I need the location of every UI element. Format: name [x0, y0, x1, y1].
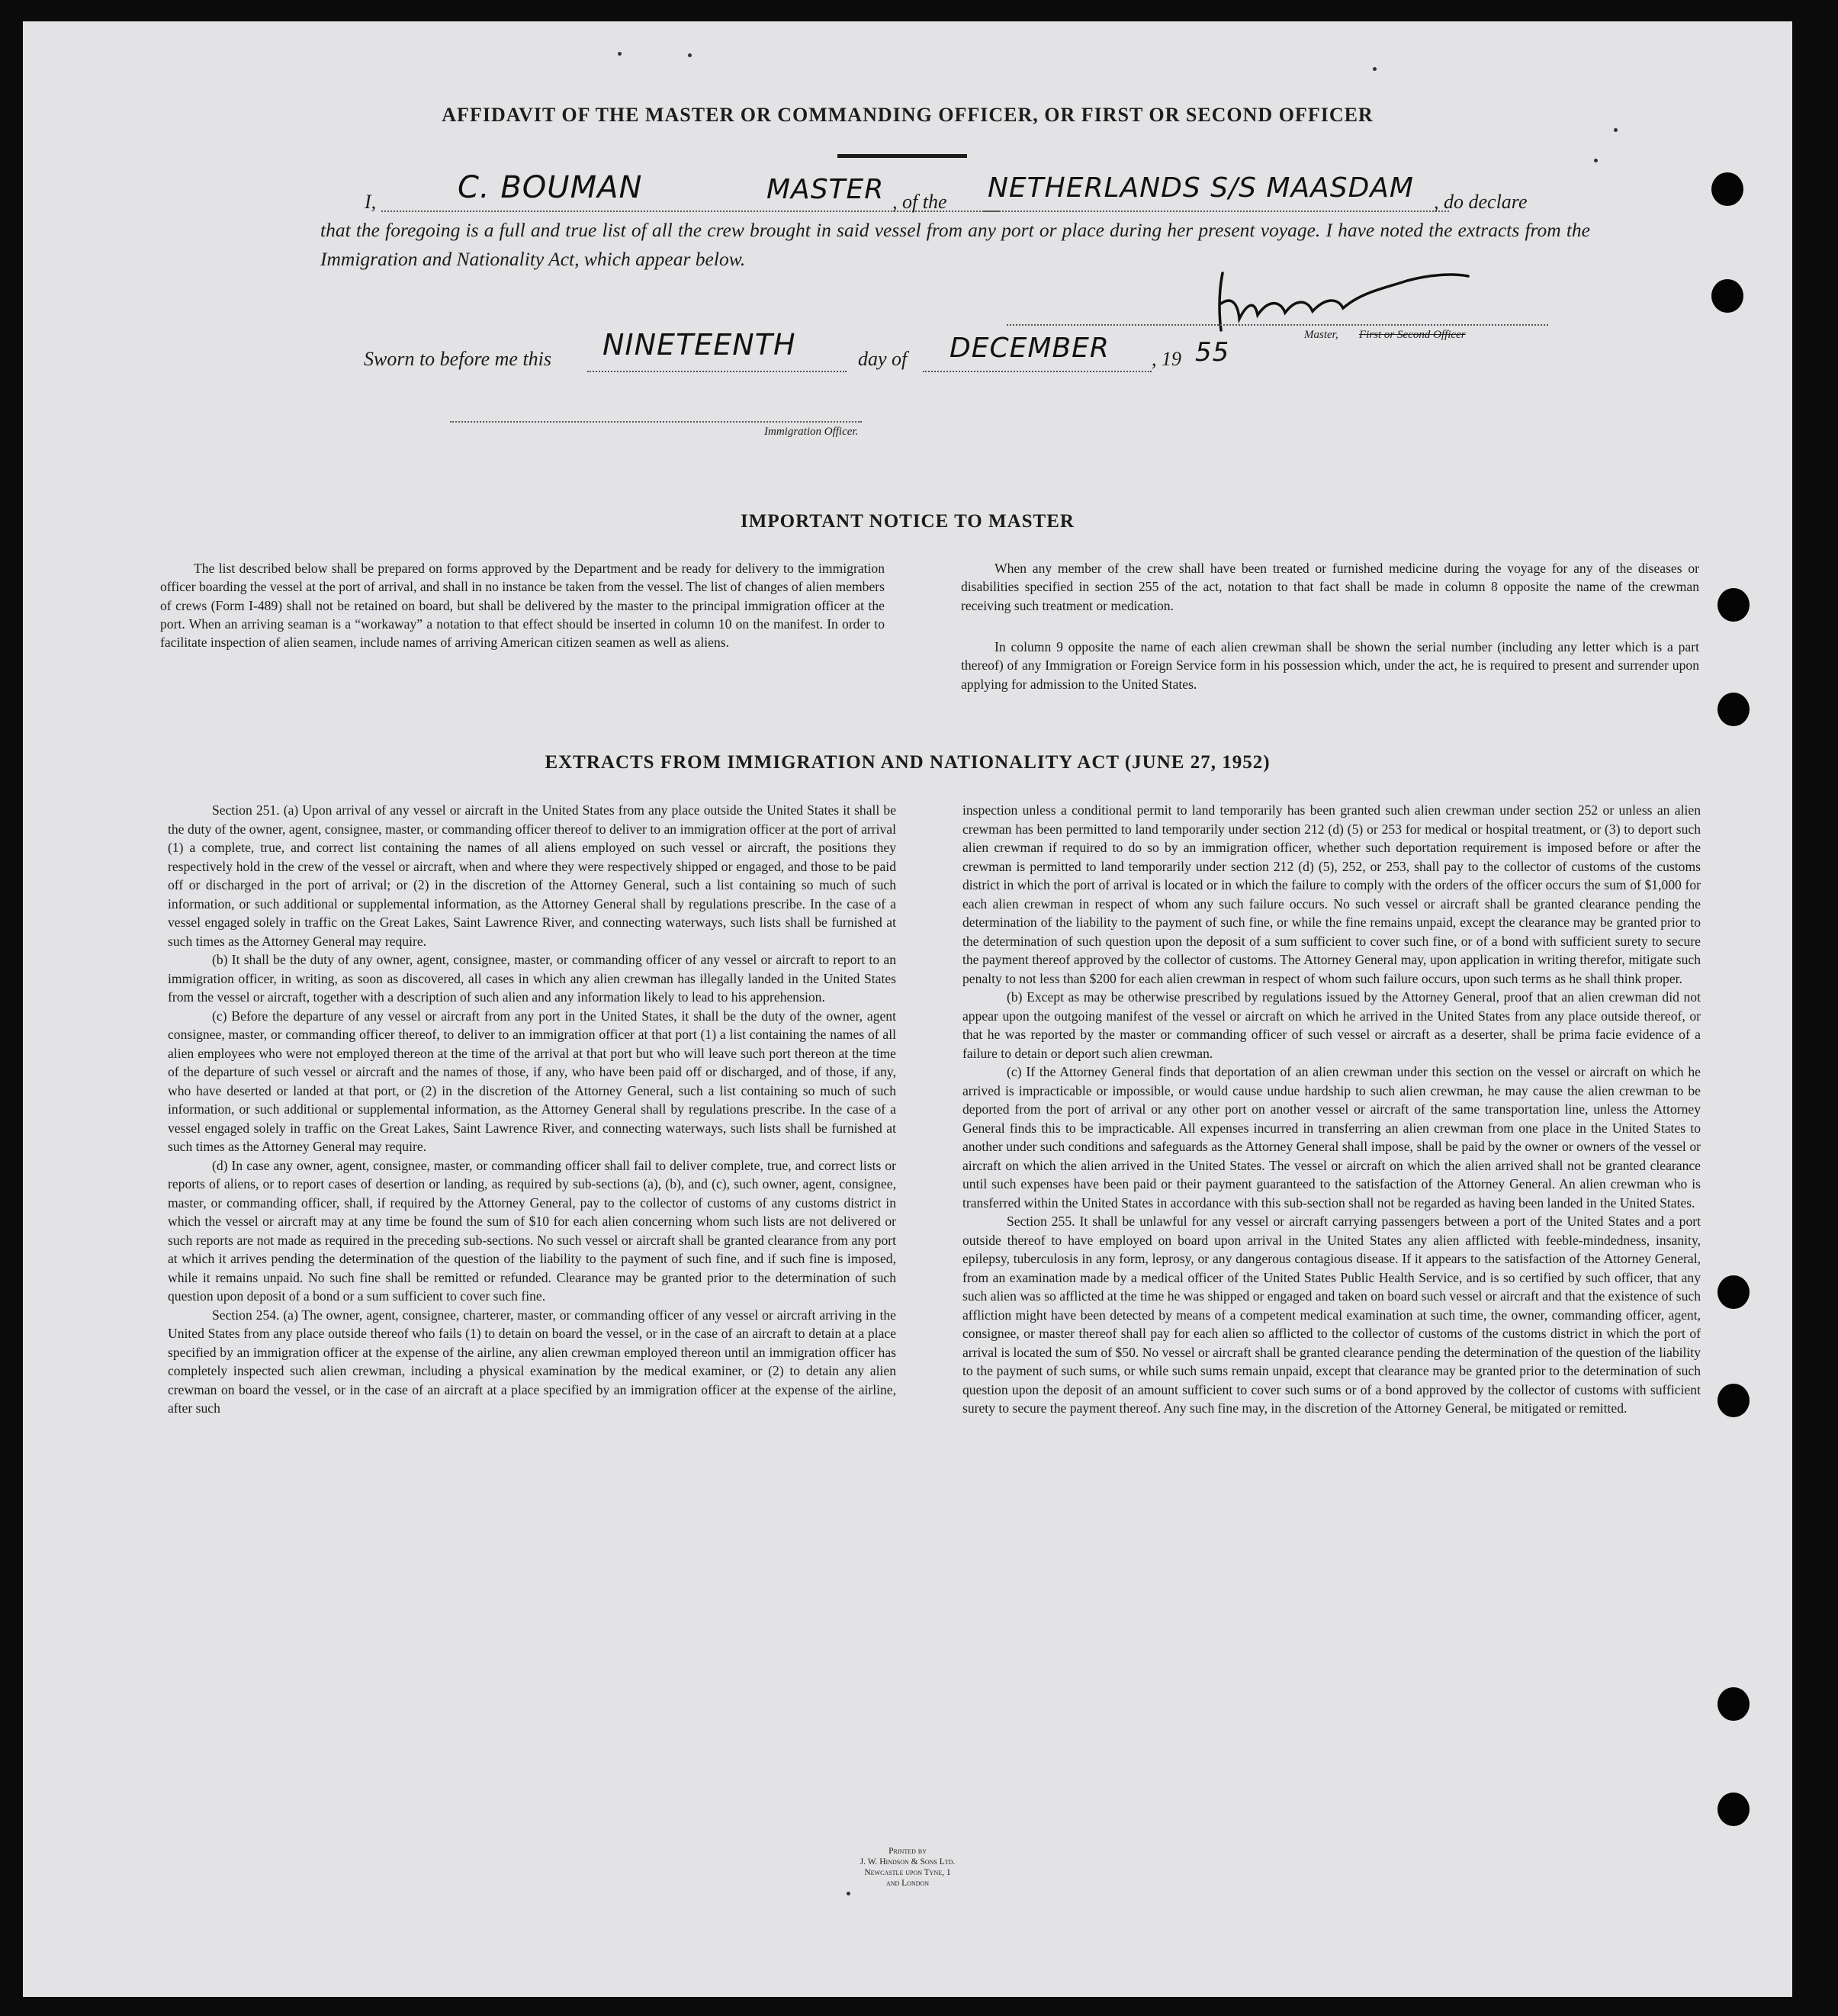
- printer-line-2: J. W. Hindson & Sons Ltd.: [860, 1857, 956, 1866]
- punch-hole: [1718, 1687, 1750, 1721]
- affidavit-page: [23, 21, 1792, 1997]
- notice-left-text: The list described below shall be prepared on forms approved by the Department and be ready for delivery to the immigration officer boarding the vessel at the port of arrival, and shall in no instance be taken from the vessel. The list of changes of alien members of crews (Form I-489) shall not be retained on board, but shall be delivered by the master to the principal immigration officer at the port. When an arriving seaman is a “workaway” a notation to that effect should be inserted in column 10 on the manifest. In order to facilitate inspection of alien seamen, include names of arriving American citizen seamen as well as aliens.: [160, 561, 885, 651]
- section-251c: (c) Before the departure of any vessel or aircraft from any port in the United States, it shall be the duty of the owner, agent consignee, master, or commanding officer thereof, to deliver to an immigration officer at that port (1) a list containing the names of all alien employees who were not employed thereon at the time of the arrival at that port but who will leave such port thereon at the time of the departure of such vessel or aircraft and the names of those, if any, who have been paid off or discharged, and of those, if any, who have deserted or landed at that port, or (2) in the discretion of the Attorney General, such a list containing so much of such information, or such additional or supplemental information, as the Attorney General shall by regulations prescribe. In the case of a vessel engaged solely in traffic on the Great Lakes, Saint Lawrence River, and connecting waterways, such lists shall be furnished at such times as the Attorney General may require.: [168, 1008, 896, 1154]
- sworn-label: Sworn to before me this: [364, 348, 552, 370]
- section-251a: Section 251. (a) Upon arrival of any vessel or aircraft in the United States from any place outside the United States it shall be the duty of the owner, agent, consignee, master, or commanding officer thereof to deliver to an immigration officer at the port of arrival (1) a complete, true, and correct list containing the names of all aliens employed on such vessel or aircraft, the positions they respectively hold in the crew of the vessel or aircraft, when and where they were respectively shipped or engaged, and those to be paid off or discharged in the port of arrival; or (2) in the discretion of the Attorney General, such a list containing so much of such information, or such additional or supplemental information, as the Attorney General shall by regulations prescribe. In the case of a vessel engaged solely in traffic on the Great Lakes, Saint Lawrence River, and connecting waterways, such lists shall be furnished at such times as the Attorney General may require.: [168, 802, 896, 949]
- notice-title: IMPORTANT NOTICE TO MASTER: [741, 511, 1075, 532]
- master-signature: [1201, 250, 1483, 342]
- of-the-label: , of the: [892, 191, 947, 213]
- day-of-label: day of: [858, 348, 908, 370]
- section-251d: (d) In case any owner, agent, consignee, master, or commanding officer shall fail to deliver complete, true, and correct lists or reports of aliens, or to report cases of desertion or landing, as required by sub-sections (a), (b), and (c), such owner, agent, consignee, master, or commanding officer, shall, if required by the Attorney General, pay to the collector of customs of any customs district in which the vessel or aircraft may at any time be found the sum of $10 for each alien concerning whom such lists are not delivered or such reports are not made as required in the preceding sub-sections. No such vessel or aircraft shall be granted clearance from any port at which it arrives pending the determination of the question of the liability to the payment of such fine, and if such fine is imposed, while it remains unpaid. No such fine shall be remitted or refunded. Clearance may be granted prior to the determination of such question upon deposit of a bond or a sum sufficient to cover such fine.: [168, 1157, 896, 1304]
- printer-imprint: [23, 1846, 1792, 1889]
- vessel-dotted-line: [984, 211, 1449, 212]
- section-254a: Section 254. (a) The owner, agent, consignee, charterer, master, or commanding officer of any vessel or aircraft arriving in the United States from any place outside thereof who fails (1) to detain on board the vessel, or in the case of an aircraft to detain at a place specified by an immigration officer at the expense of the airline, any alien crewman employed thereon until an immigration officer has completely inspected such alien crewman, including a physical examination by the medical examiner, or (2) to detain any alien crewman on board the vessel, or in the case of an aircraft at a place specified by an immigration officer at the expense of the airline, after such: [168, 1307, 896, 1416]
- notice-right-p1: When any member of the crew shall have been treated or furnished medicine during the voyage for any of the diseases or disabilities specified in section 255 of the act, notation to that fact shall be made in column 8 opposite the name of the crewman receiving such treatment or medication.: [961, 561, 1699, 613]
- handwritten-day: NINETEENTH: [602, 328, 796, 362]
- immigration-officer-caption: Immigration Officer.: [764, 426, 859, 438]
- handwritten-name: C. BOUMAN: [458, 170, 643, 205]
- printer-line-4: and London: [885, 1879, 930, 1888]
- speck: [1614, 128, 1618, 132]
- affidavit-title: AFFIDAVIT OF THE MASTER OR COMMANDING OFFICER, OR FIRST OR SECOND OFFICER: [442, 104, 1374, 126]
- section-251b: (b) It shall be the duty of any owner, agent, consignee, master, or commanding officer of any vessel or aircraft to report to an immigration officer, in writing, as soon as discovered, all cases in which any alien crewman has illegally landed in the United States from the vessel or aircraft, together with a description of such alien and any information likely to lead to his apprehension.: [168, 952, 896, 1005]
- day-dotted-line: [587, 371, 847, 372]
- speck: [688, 53, 692, 57]
- year-prefix: , 19: [1152, 348, 1181, 370]
- punch-hole: [1718, 588, 1750, 622]
- do-declare-label: , do declare: [1434, 191, 1528, 213]
- i-label: I,: [365, 191, 377, 213]
- punch-hole: [1718, 1384, 1750, 1417]
- section-254b: (b) Except as may be otherwise prescribed by regulations issued by the Attorney General, proof that an alien crewman did not appear upon the outgoing manifest of the vessel or aircraft on which he arrived in the United States from any place outside thereof, or that he was reported by the master or commanding officer of such vessel or aircraft as a deserter, shall be prima facie evidence of a failure to detain or deport such alien crewman.: [962, 989, 1701, 1061]
- punch-hole: [1711, 279, 1743, 313]
- notice-right-p2: In column 9 opposite the name of each alien crewman shall be shown the serial number (including any letter which is a part thereof) of any Immigration or Foreign Service form in his possession which, under the act, he is required to present and surrender upon applying for admission to the United States.: [961, 639, 1699, 692]
- handwritten-vessel: NETHERLANDS S/S MAASDAM: [988, 172, 1414, 204]
- section-254c: (c) If the Attorney General finds that deportation of an alien crewman under this section on the vessel or aircraft on which he arrived is impracticable or impossible, or would cause undue hardship to such alien crewman, he may cause the alien crewman to be deported from the port of arrival or any other port on another vessel or aircraft of the same transportation line, unless the Attorney General finds this to be impracticable. All expenses incurred in transferring an alien crewman from one place in the United States to another under such conditions and safeguards as the Attorney General shall impose, shall be paid by the owner or owners of the vessel or aircraft on which the alien arrived in the United States. The vessel or aircraft on which the alien arrived shall not be granted clearance until such expenses have been paid or their payment guaranteed to the satisfaction of the Attorney General. An alien crewman who is transferred within the United States in accordance with this sub-section shall not be regarded as having been landed in the United States.: [962, 1064, 1701, 1211]
- punch-hole: [1711, 172, 1743, 206]
- printer-line-3: Newcastle upon Tyne, 1: [864, 1868, 951, 1877]
- speck: [1373, 67, 1377, 71]
- title-divider: [837, 154, 967, 158]
- punch-hole: [1718, 1275, 1750, 1309]
- printer-line-1: Printed by: [888, 1847, 927, 1856]
- signature-caption-struck: First or Second Officer: [1359, 329, 1466, 341]
- month-dotted-line: [923, 371, 1152, 372]
- signature-dotted-line: [1007, 324, 1548, 326]
- section-255: Section 255. It shall be unlawful for any vessel or aircraft carrying passengers between a port of the United States and a port outside thereof to have employed on board upon arrival in the United States any alien afflicted with feeble-mindedness, insanity, epilepsy, tuberculosis in any form, leprosy, or any dangerous contagious disease. If it appears to the satisfaction of the Attorney General, from an examination made by a medical officer of the United States Public Health Service, and is so certified by such officer, that any such alien was so afflicted at the time he was shipped or engaged and taken on board such vessel or aircraft and that the existence of such affliction might have been detected by means of a competent medical examination at such time, the owner, commanding officer, agent, consignee, or master thereof shall pay for each alien so afflicted to the collector of customs of the customs district in which the port of arrival is located the sum of $50. No vessel or aircraft shall be granted clearance pending the determination of the question of the liability to the payment of such sums, or while such sums remain unpaid, except that clearance may be granted prior to the determination of such question upon the deposit of an amount sufficient to cover such sums or of a bond approved by the collector of customs with sufficient surety to secure the payment thereof. Any such fine may, in the discretion of the Attorney General, be mitigated or remitted.: [962, 1214, 1701, 1416]
- speck: [847, 1892, 850, 1895]
- section-254a-continued: inspection unless a conditional permit to land temporarily has been granted such alien crewman under section 252 or unless an alien crewman has been permitted to land temporarily under section 212 (d) (5) or 253 for medical or hospital treatment, or (3) to deport such alien crewman if required to do so by an immigration officer, whether such deportation requirement is imposed before or after the crewman is permitted to land temporarily under section 212 (d) (5), 252, or 253, shall pay to the collector of customs of the customs district in which the port of arrival is located or in which the failure to comply with the orders of the officer occurs the sum of $1,000 for each alien crewman in respect of whom any such failure occurs. No such vessel or aircraft shall be granted clearance pending the determination of the liability to the payment of such fine, or while the fine remains unpaid, except the clearance may be granted prior to the determination of such question upon the deposit of a sum sufficient to cover such fine, or of a bond with sufficient surety to secure the payment thereof approved by the collector of customs. The Attorney General may, upon application in writing therefor, mitigate such penalty to not less than $200 for each alien crewman in respect of whom such failure occurs, upon such terms as he shall think proper.: [962, 802, 1701, 986]
- signature-caption-master: Master,: [1304, 329, 1338, 341]
- declaration-text: that the foregoing is a full and true list of all the crew brought in said vessel from any port or place during her present voyage. I have noted the extracts from the Immigration and Nationality Act, which appear below.: [320, 219, 1590, 270]
- punch-hole: [1718, 1793, 1750, 1826]
- extracts-title: EXTRACTS FROM IMMIGRATION AND NATIONALITY ACT (JUNE 27, 1952): [545, 752, 1271, 773]
- punch-hole: [1718, 693, 1750, 726]
- extracts-right-column: [962, 801, 1701, 1418]
- handwritten-month: DECEMBER: [950, 333, 1110, 364]
- speck: [618, 52, 622, 56]
- officer-dotted-line: [450, 421, 862, 423]
- handwritten-rank: MASTER: [766, 174, 885, 205]
- handwritten-year: 55: [1195, 337, 1230, 368]
- extracts-left-column: [168, 801, 896, 1418]
- speck: [1594, 159, 1598, 162]
